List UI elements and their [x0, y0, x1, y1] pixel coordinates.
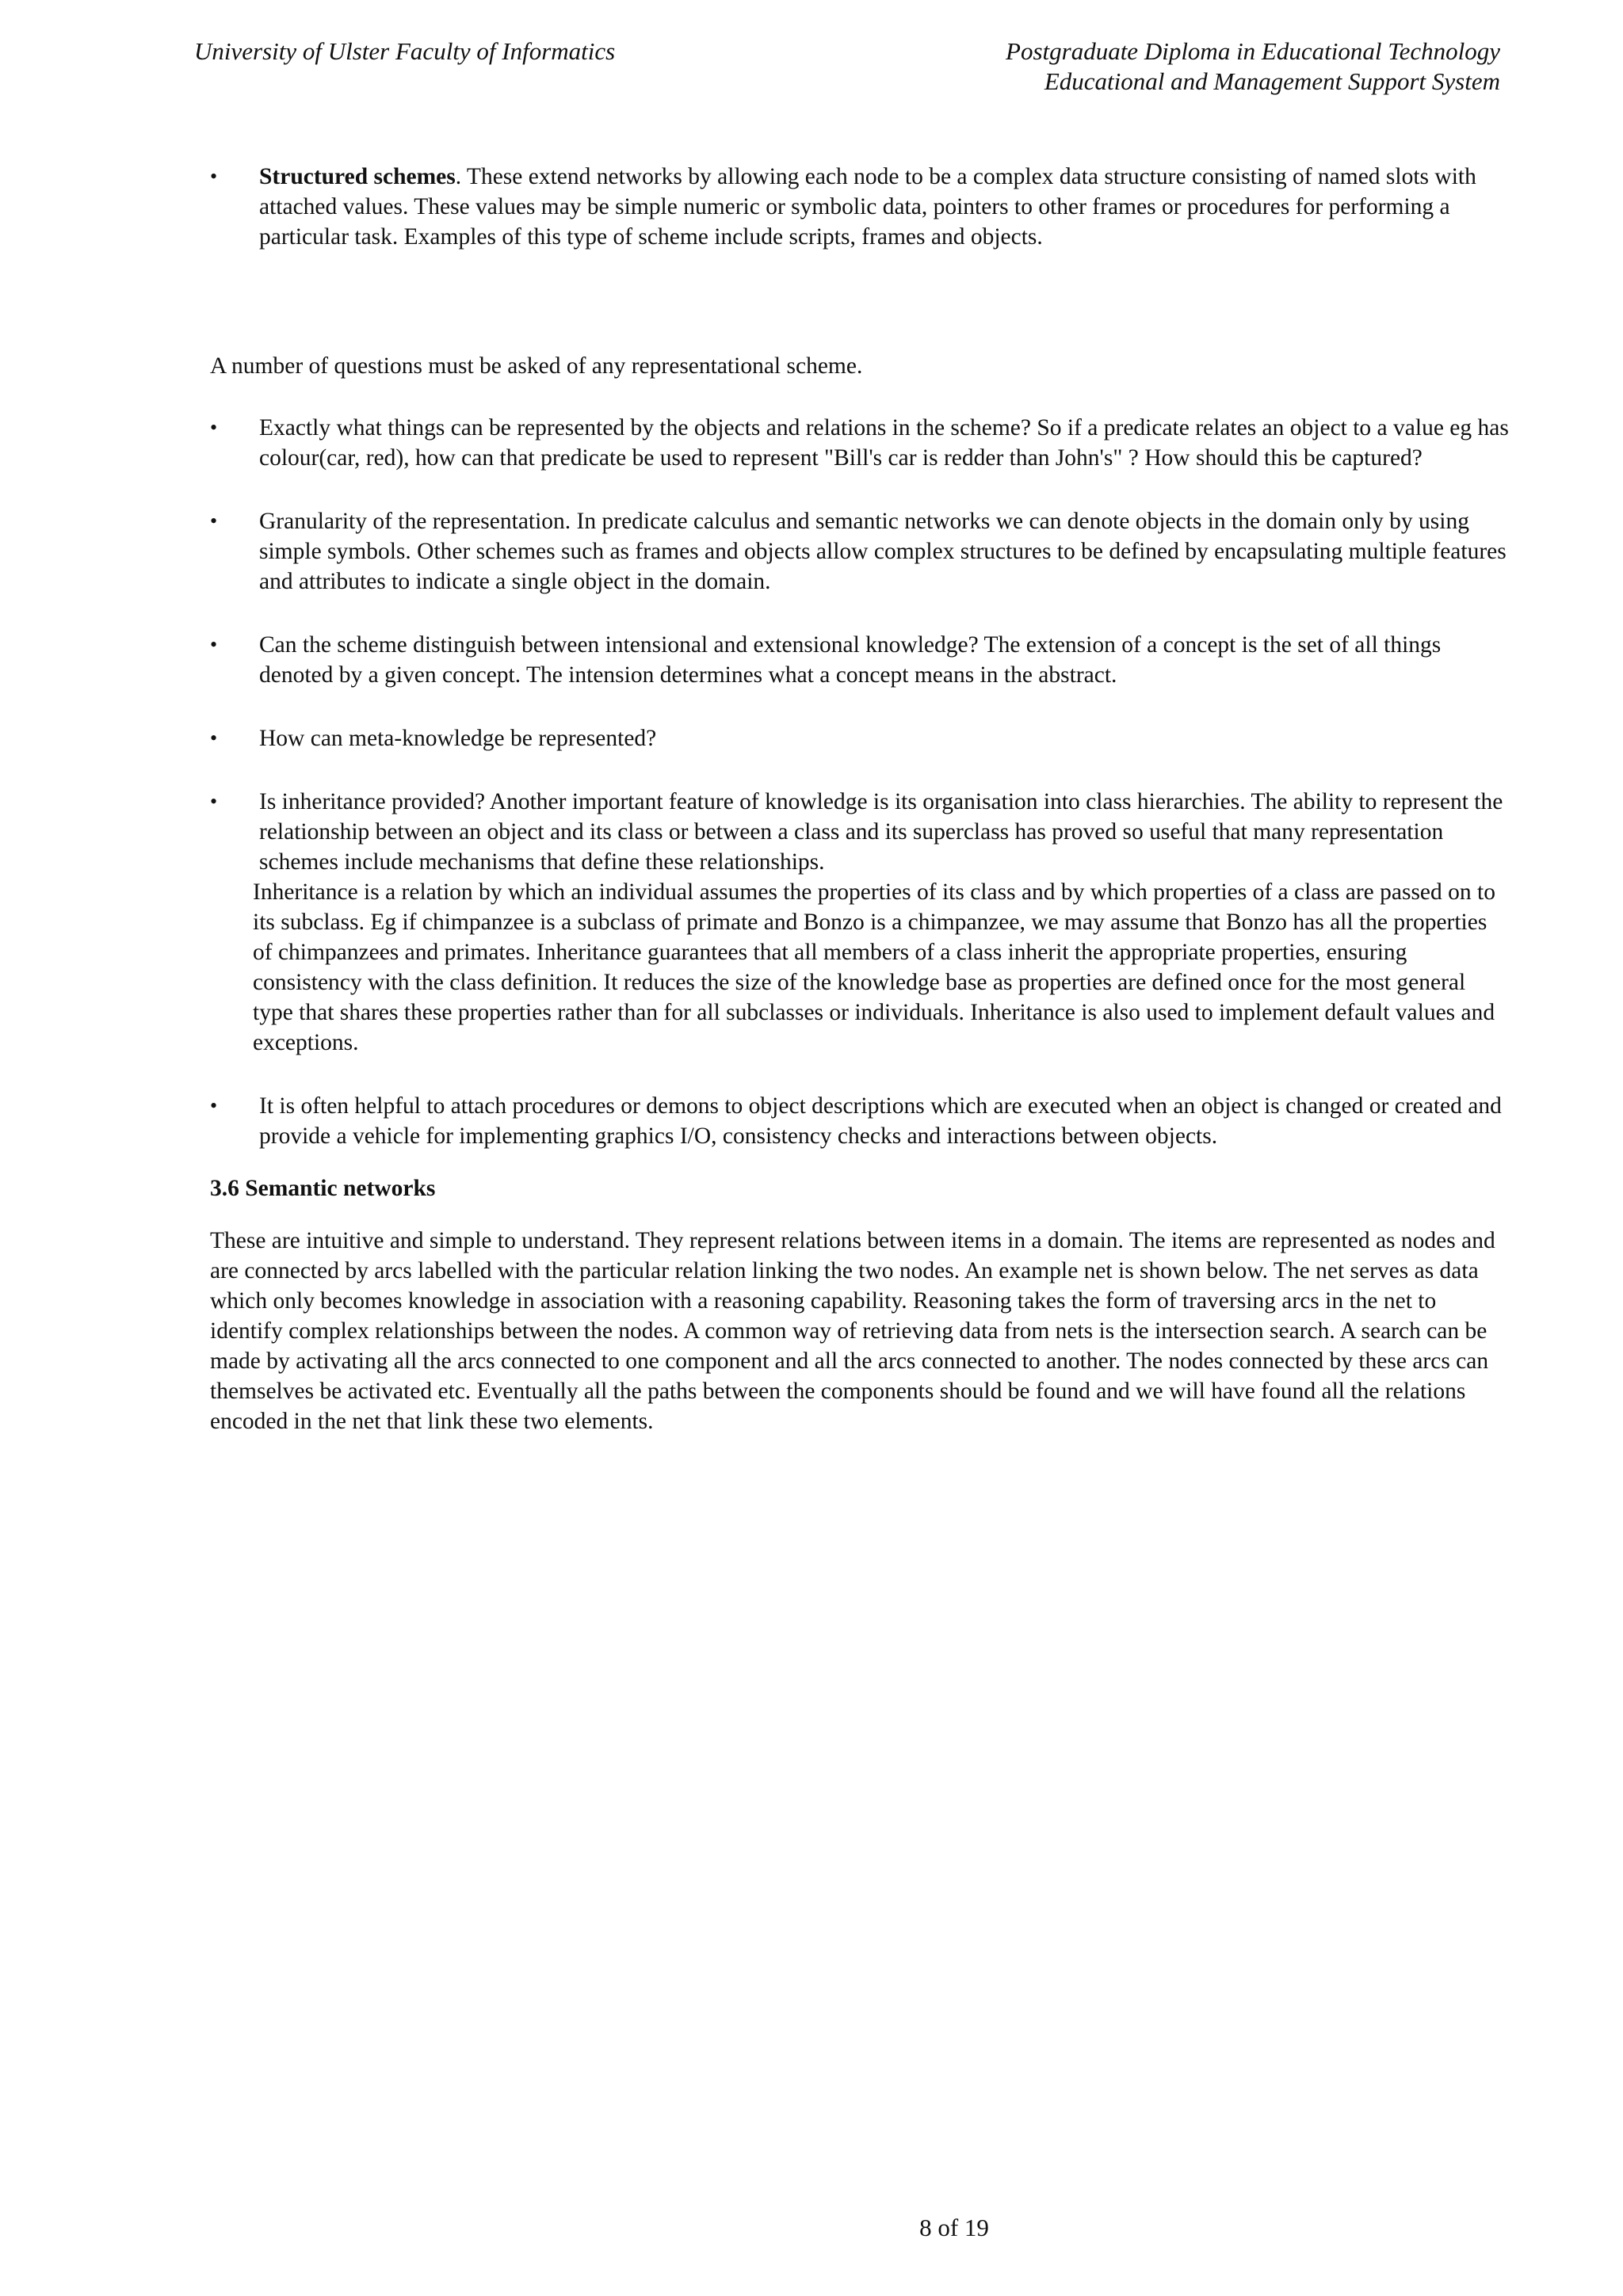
page-number: 8 of 19	[919, 2214, 989, 2241]
header-left: University of Ulster Faculty of Informatics	[194, 37, 616, 65]
structured-schemes-term: Structured schemes	[259, 164, 456, 189]
bullet-icon: •	[210, 633, 218, 656]
inheritance-detail: Inheritance is a relation by which an individual assumes the properties of its class and by which properties of a class are passed on to its subclass. Eg if chimpanzee is a subclass of primate and Bonzo is a chimpanzee, we may assume that Bonzo has all the properties of chimpanzees and primates. Inheritance guarantees that all members of a class inherit the appropriate properties, ensuring consistency with the class definition. It reduces the size of the knowledge base as properties are defined once for the most general type that shares these properties rather than for all subclasses or individuals. Inheritance is also used to implement default values and exceptions.	[253, 879, 1495, 1055]
inheritance-lead: Is inheritance provided? Another important feature of knowledge is its organisation into class hierarchies. The ability to represent the relationship between an object and its class or between a class and its superclass has proved so useful that many representation schemes include mechanisms that define these relationships.	[259, 789, 1503, 875]
bullet-icon: •	[210, 727, 218, 749]
bullet-text	[259, 162, 1510, 252]
header-right	[1006, 36, 1500, 97]
header-right-line1: Postgraduate Diploma in Educational Technology	[1006, 37, 1500, 65]
structured-schemes-text: . These extend networks by allowing each node to be a complex data structure consisting of named slots with attached values. These values may be simple numeric or symbolic data, pointers to other frames or procedures for performing a particular task. Examples of this type of scheme include scripts, frames and objects.	[259, 164, 1476, 250]
bullet-structured-schemes	[210, 162, 1510, 252]
bullet-inheritance	[210, 787, 1510, 1058]
section-heading: 3.6 Semantic networks	[210, 1176, 436, 1201]
bullet-text: Exactly what things can be represented by the objects and relations in the scheme? So if a predicate relates an object to a value eg has colour(car, red), how can that predicate be used to represent "Bill's car is redder than John's" ? How should this be captured?	[259, 415, 1509, 471]
bullet-question-2	[210, 506, 1510, 597]
bullet-text: Granularity of the representation. In predicate calculus and semantic networks we can denote objects in the domain only by using simple symbols. Other schemes such as frames and objects allow complex structures to be defined by encapsulating multiple features and attributes to indicate a single object in the domain.	[259, 509, 1507, 594]
bullet-icon: •	[210, 416, 218, 439]
bullet-icon: •	[210, 165, 218, 188]
bullet-text: Can the scheme distinguish between intensional and extensional knowledge? The extension of a concept is the set of all things denoted by a given concept. The intension determines what a concept means in the abstract.	[259, 632, 1442, 688]
questions-intro: A number of questions must be asked of any representational scheme.	[210, 353, 863, 379]
bullet-demons	[210, 1091, 1510, 1151]
bullet-icon: •	[210, 790, 218, 813]
bullet-text: It is often helpful to attach procedures or demons to object descriptions which are executed when an object is changed or created and provide a vehicle for implementing graphics I/O, consistency checks and interactions between objects.	[259, 1093, 1502, 1149]
header-right-line2: Educational and Management Support System	[1044, 67, 1500, 95]
section-paragraph: These are intuitive and simple to understand. They represent relations between items in a domain. The items are represented as nodes and are connected by arcs labelled with the particular relation linking the two nodes. An example net is shown below. The net serves as data which only becomes knowledge in association with a reasoning capability. Reasoning takes the form of traversing arcs in the net to identify complex relationships between the nodes. A common way of retrieving data from nets is the intersection search. A search can be made by activating all the arcs connected to one component and all the arcs connected to another. The nodes connected by these arcs can themselves be activated etc. Eventually all the paths between the components should be found and we will have found all the relations encoded in the net that link these two elements.	[210, 1228, 1495, 1434]
bullet-question-3	[210, 630, 1510, 690]
bullet-icon: •	[210, 1094, 218, 1117]
bullet-question-1	[210, 413, 1510, 473]
bullet-question-4	[210, 723, 1510, 753]
page-body	[210, 162, 1510, 1436]
bullet-icon: •	[210, 509, 218, 532]
bullet-text: How can meta-knowledge be represented?	[259, 726, 657, 751]
